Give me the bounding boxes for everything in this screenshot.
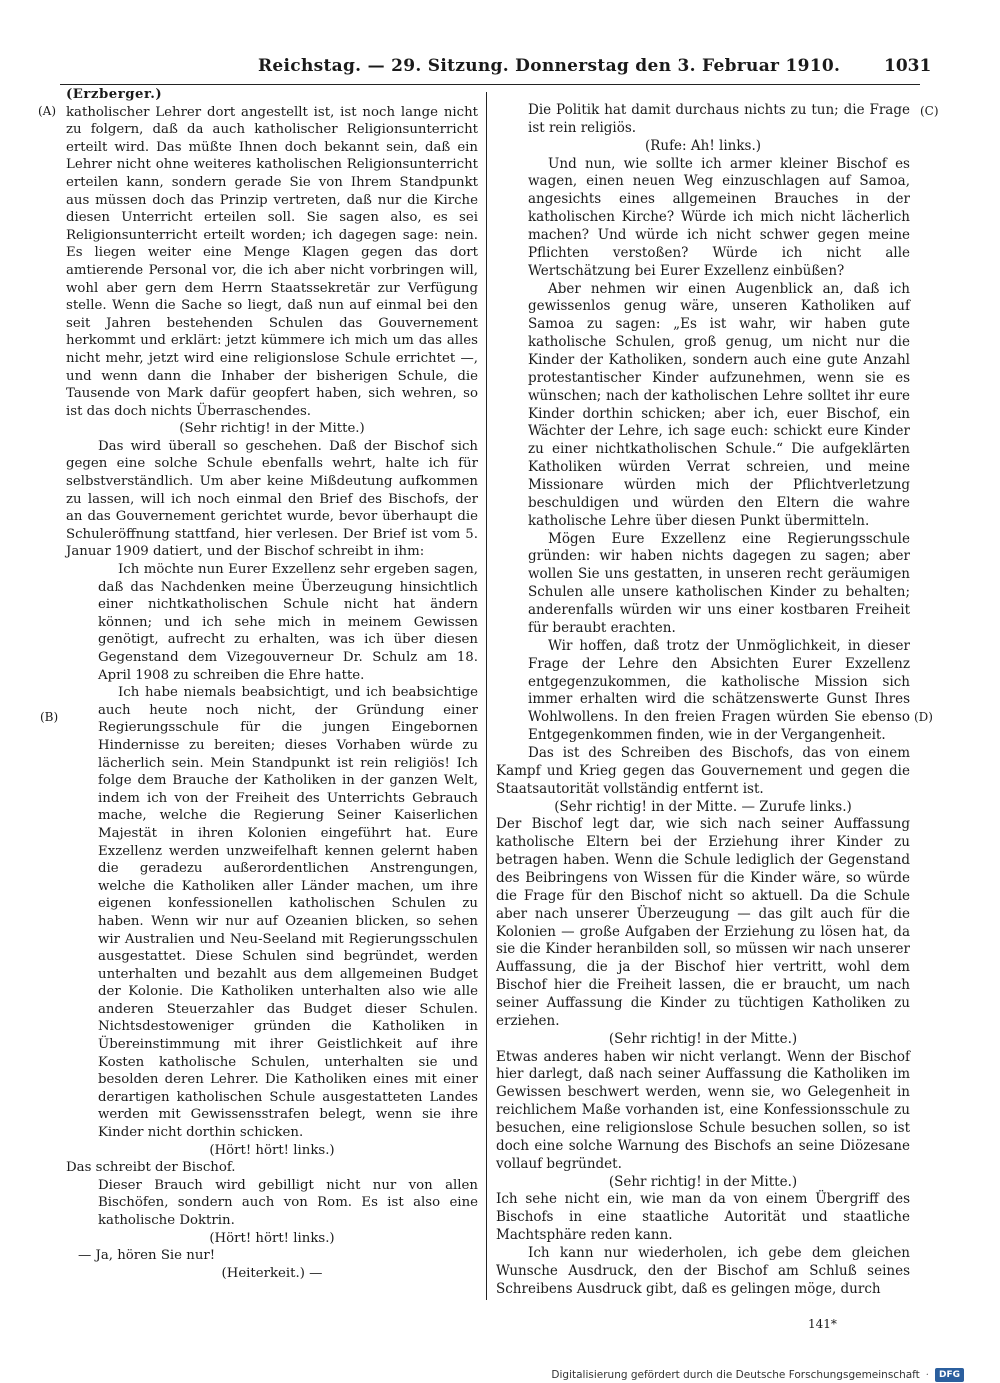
- paragraph: Das schreibt der Bischof.: [66, 1160, 236, 1176]
- margin-mark-d: (D): [914, 710, 933, 724]
- letter-quote: Ich möchte nun Eurer Exzellenz sehr ergeben sagen, daß das Nachdenken meine Überzeugung hinsichtlich einer nichtkatholischen Schule nicht hat ändern können; und ich sehe mich in meinem Gewissen genötigt, aufrecht zu erhalten, was ich über diesen Gegenstand dem Vizegouverneur Dr. Schulz am 18. April 1908 zu schreiben die Ehre hatte.: [98, 562, 478, 683]
- interjection: (Sehr richtig! in der Mitte. — Zurufe links.): [554, 798, 852, 815]
- paragraph: Etwas anderes haben wir nicht verlangt. Wenn der Bischof hier darlegt, daß nach seiner Auffassung die Katholiken im Gewissen beschwert werden, wenn sie, wo Gelegenheit in reichlichem Maße vorhanden ist, eine Konfessionsschule zu besuchen, eine religionslose Schule besuchen sollen, so ist doch eine solche Warnung des Bischofs an seine Diözesane vollauf begründet.: [496, 1048, 910, 1172]
- paragraph: katholischer Lehrer dort angestellt ist, ist noch lange nicht zu folgern, daß da auch katholischer Religionsunterricht erteilt wird. Das müßte Ihnen doch bekannt sein, daß ein Lehrer nicht ohne weiteres katholischen Religionsunterricht erteilen kann, sondern gerade Sie von Ihrem Standpunkt aus müssen doch das Prinzip vertreten, daß nur die Kirche diesen Unterricht erteilen soll. Sie sagen also, es sei Religionsunterricht erteilt worden; ich dagegen sage: nein. Es liegen weiter eine Menge Klagen gegen das dort amtierende Personal vor, die ich aber nicht vorbringen will, wohl aber gern dem Herrn Staatssekretär zur Verfügung stelle. Wenn die Sache so liegt, daß nun auf einmal bei den seit Jahren bestehenden Schulen das Gouvernement herkommt und erklärt: jetzt kümmere ich mich um das alles nicht mehr, jetzt wird eine religionslose Schule errichtet —, und wenn dann die Inhaber der bisherigen Schule, die Tausende von Mark dafür geopfert haben, sich wehren, so ist das doch nichts Überraschendes.: [66, 104, 478, 419]
- credit-text: Digitalisierung gefördert durch die Deutsche Forschungsgemeinschaft: [551, 1369, 920, 1381]
- interjection: (Hört! hört! links.): [209, 1230, 335, 1246]
- dfg-logo: DFG: [935, 1368, 964, 1382]
- paragraph: Das ist des Schreiben des Bischofs, das von einem Kampf und Krieg gegen das Gouvernement und gegen die Staatsautorität vollständig entfernt ist.: [496, 744, 910, 797]
- margin-mark-c: (C): [920, 104, 939, 118]
- column-divider: [486, 92, 487, 1300]
- remark: — Ja, hören Sie nur!: [78, 1248, 216, 1264]
- letter-quote: Ich habe niemals beabsichtigt, und ich beabsichtige auch heute noch nicht, der Gründung einer Regierungsschule für die jungen Eingebornen Hindernisse zu bereiten; dieses Vorhaben würde zu lächerlich sein. Mein Standpunkt ist rein religiös! Ich folge dem Brauche der Katholiken in der ganzen Welt, indem ich von der Freiheit des Unterrichts Gebrauch mache, welche die Regierung Seiner Kaiserlichen Majestät in ihren Kolonien eingeführt hat. Eure Exzellenz werden unzweifelhaft kennen gelernt haben die geradezu außerordentlichen Anstrengungen, welche die Katholiken aller Länder machen, um ihre eigenen konfessionellen katholischen Schulen zu haben. Wenn wir nur auf Ozeanien blicken, so sehen wir Australien und Neu-Seeland mit Regierungsschulen ausgestattet. Diese Schulen sind begründet, werden unterhalten und bezahlt aus dem allgemeinen Budget der Kolonie. Die Katholiken unterhalten also wie alle anderen Steuerzahler das Budget dieser Schulen. Nichtsdestoweniger gründen die Katholiken in Übereinstimmung mit ihrer Geistlichkeit auf ihre Kosten katholische Schulen, unterhalten sie und besolden deren Lehrer. Die Katholiken eines mit einer derartigen katholischen Schule ausgestatteten Landes werden mit Gewissensstrafen belegt, wenn sie ihre Kinder nicht dorthin schicken.: [98, 685, 478, 1141]
- paragraph: Das wird überall so geschehen. Daß der Bischof sich gegen eine solche Schule ebenfalls wehrt, halte ich für selbstverständlich. Um aber keine Mißdeutung aufkommen zu lassen, will ich noch einmal den Brief des Bischofs, der an das Gouvernement gerichtet wurde, bevor überhaupt die Schuleröffnung stattfand, hier verlesen. Der Brief ist vom 5. Januar 1909 datiert, und der Bischof schreibt in ihm:: [66, 438, 478, 560]
- running-head: Reichstag. — 29. Sitzung. Donnerstag den 3. Februar 1910.: [258, 56, 841, 76]
- separator-dot: ·: [925, 1369, 929, 1381]
- letter-quote: Und nun, wie sollte ich armer kleiner Bischof es wagen, einen neuen Weg einzuschlagen auf Samoa, angesichts eines allgemeinen Brauches in der katholischen Kirche? Würde ich mich nicht lächerlich machen? Und würde ich nicht schwer gegen meine Pflichten verstoßen? Würde ich nicht alle Wertschätzung bei Eurer Exzellenz einbüßen?: [528, 155, 910, 279]
- interjection: (Sehr richtig! in der Mitte.): [608, 1173, 798, 1190]
- letter-quote: Die Politik hat damit durchaus nichts zu tun; die Frage ist rein religiös.: [528, 102, 910, 136]
- left-column: [66, 86, 478, 1282]
- page-header: [0, 54, 1000, 84]
- margin-mark-a: (A): [38, 104, 57, 118]
- letter-quote: Mögen Eure Exzellenz eine Regierungsschule gründen: wir haben nichts dagegen zu sagen; aber wollen Sie uns gestatten, in unseren recht geräumigen Schulen alle unsere katholischen Kinder zu behalten; anderenfalls würden wir uns einer kostbaren Freiheit für beraubt erachten.: [528, 530, 910, 636]
- speaker-name: (Erzberger.): [66, 87, 163, 102]
- letter-quote: Dieser Brauch wird gebilligt nicht nur von allen Bischöfen, sondern auch von Rom. Es ist also eine katholische Doktrin.: [98, 1177, 478, 1228]
- letter-quote: Aber nehmen wir einen Augenblick an, daß ich gewissenlos genug wäre, unseren Katholiken auf Samoa zu sagen: „Es ist wahr, wir haben gute katholische Schulen, groß genug, um nicht nur die Kinder der Katholiken, sondern auch eine gute Anzahl protestantischer Kinder aufzunehmen, wenn sie es wünschen; nach der katholischen Lehre solltet ihr eure Kinder dorthin schicken; aber ich, euer Bischof, ein Wächter der Lehre, ich sage euch: schickt eure Kinder zu einer nichtkatholischen Schule.“ Die aufgeklärten Katholiken würden Verrat schreien, und meine Missionare würden mich der Pflichtverletzung beschuldigen und würden den Eltern die wahre katholische Lehre über diesen Punkt übermitteln.: [528, 280, 910, 529]
- digitization-credit: [551, 1368, 964, 1382]
- header-rule: [60, 84, 920, 85]
- interjection: (Hört! hört! links.): [209, 1142, 335, 1158]
- margin-mark-b: (B): [40, 710, 59, 724]
- interjection: (Sehr richtig! in der Mitte.): [179, 421, 365, 437]
- sheet-signature: 141*: [808, 1317, 837, 1331]
- page-number: 1031: [884, 56, 932, 76]
- letter-quote: Wir hoffen, daß trotz der Unmöglichkeit, in dieser Frage der Lehre den Absichten Eurer Exzellenz entgegenzukommen, die katholische Mission sich immer erhalten wird die schätzenswerte Gunst Ihres Wohlwollens. In den freien Fragen würden Sie ebenso Entgegenkommen finden, wie in der Vergangenheit.: [528, 637, 910, 744]
- paragraph: Der Bischof legt dar, wie sich nach seiner Auffassung katholische Eltern bei der Erziehung ihrer Kinder zu betragen haben. Wenn die Schule lediglich der Gegenstand des Beibringens von Wissen für die Kinder wäre, so würde die Frage für den Bischof nicht so aktuell. Da die Schule aber nach unserer Überzeugung — das gilt auch für die Kolonien — große Aufgaben der Erziehung zu lösen hat, da sie die Kinder heranbilden soll, so müssen wir nach unserer Auffassung, die ja der Bischof hier vertritt, wohl dem Bischof hier die Freiheit lassen, die er braucht, um nach seiner Auffassung die Kinder zu tüchtigen Katholiken zu erziehen.: [496, 816, 910, 1029]
- interjection: (Heiterkeit.) —: [221, 1265, 323, 1281]
- interjection: (Sehr richtig! in der Mitte.): [608, 1030, 798, 1047]
- paragraph: Ich sehe nicht ein, wie man da von einem Übergriff des Bischofs in eine staatliche Autorität und staatliche Machtsphäre reden kann.: [496, 1191, 910, 1244]
- right-column: [496, 102, 910, 1299]
- interjection: (Rufe: Ah! links.): [644, 137, 762, 154]
- paragraph: Ich kann nur wiederholen, ich gebe dem gleichen Wunsche Ausdruck, den der Bischof am Schluß seines Schreibens Ausdruck gibt, daß es gelingen möge, durch: [496, 1245, 910, 1297]
